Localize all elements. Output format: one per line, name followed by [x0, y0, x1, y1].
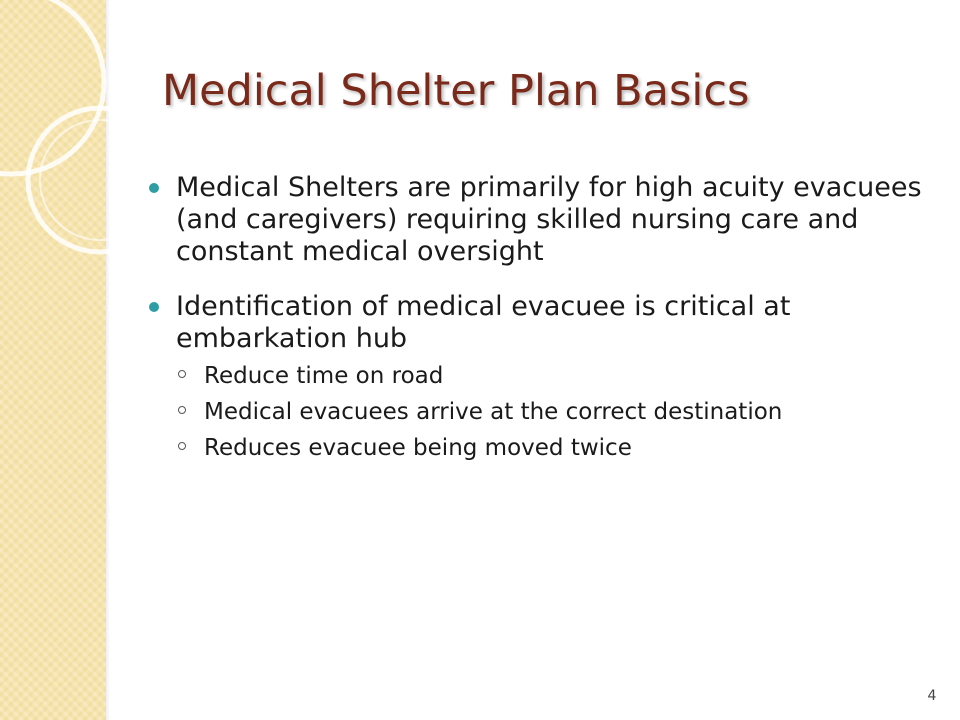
bullet-dot-icon: [149, 183, 159, 193]
bullet-text: Medical Shelters are primarily for high acuity evacuees (and caregivers) requiring skilled nursing care and constant medical oversight: [176, 172, 922, 267]
sub-bullet-list: [176, 361, 926, 463]
page-number: 4: [927, 688, 937, 704]
hollow-circle-icon: [178, 406, 186, 414]
sub-bullet-text: Reduces evacuee being moved twice: [204, 435, 632, 461]
bullet-text: Identification of medical evacuee is critical at embarkation hub: [176, 291, 791, 354]
bullet-list: [146, 172, 926, 486]
slide-title: Medical Shelter Plan Basics: [162, 66, 750, 116]
sub-bullet-text: Medical evacuees arrive at the correct destination: [204, 399, 783, 425]
sub-bullet-text: Reduce time on road: [204, 363, 444, 389]
sub-bullet-item: [176, 361, 926, 391]
hollow-circle-icon: [178, 442, 186, 450]
sub-bullet-item: [176, 433, 926, 463]
sub-bullet-item: [176, 397, 926, 427]
hollow-circle-icon: [178, 370, 186, 378]
decorative-rings: [0, 0, 140, 260]
bullet-item: [146, 172, 926, 268]
bullet-item: [146, 291, 926, 463]
bullet-dot-icon: [149, 302, 159, 312]
